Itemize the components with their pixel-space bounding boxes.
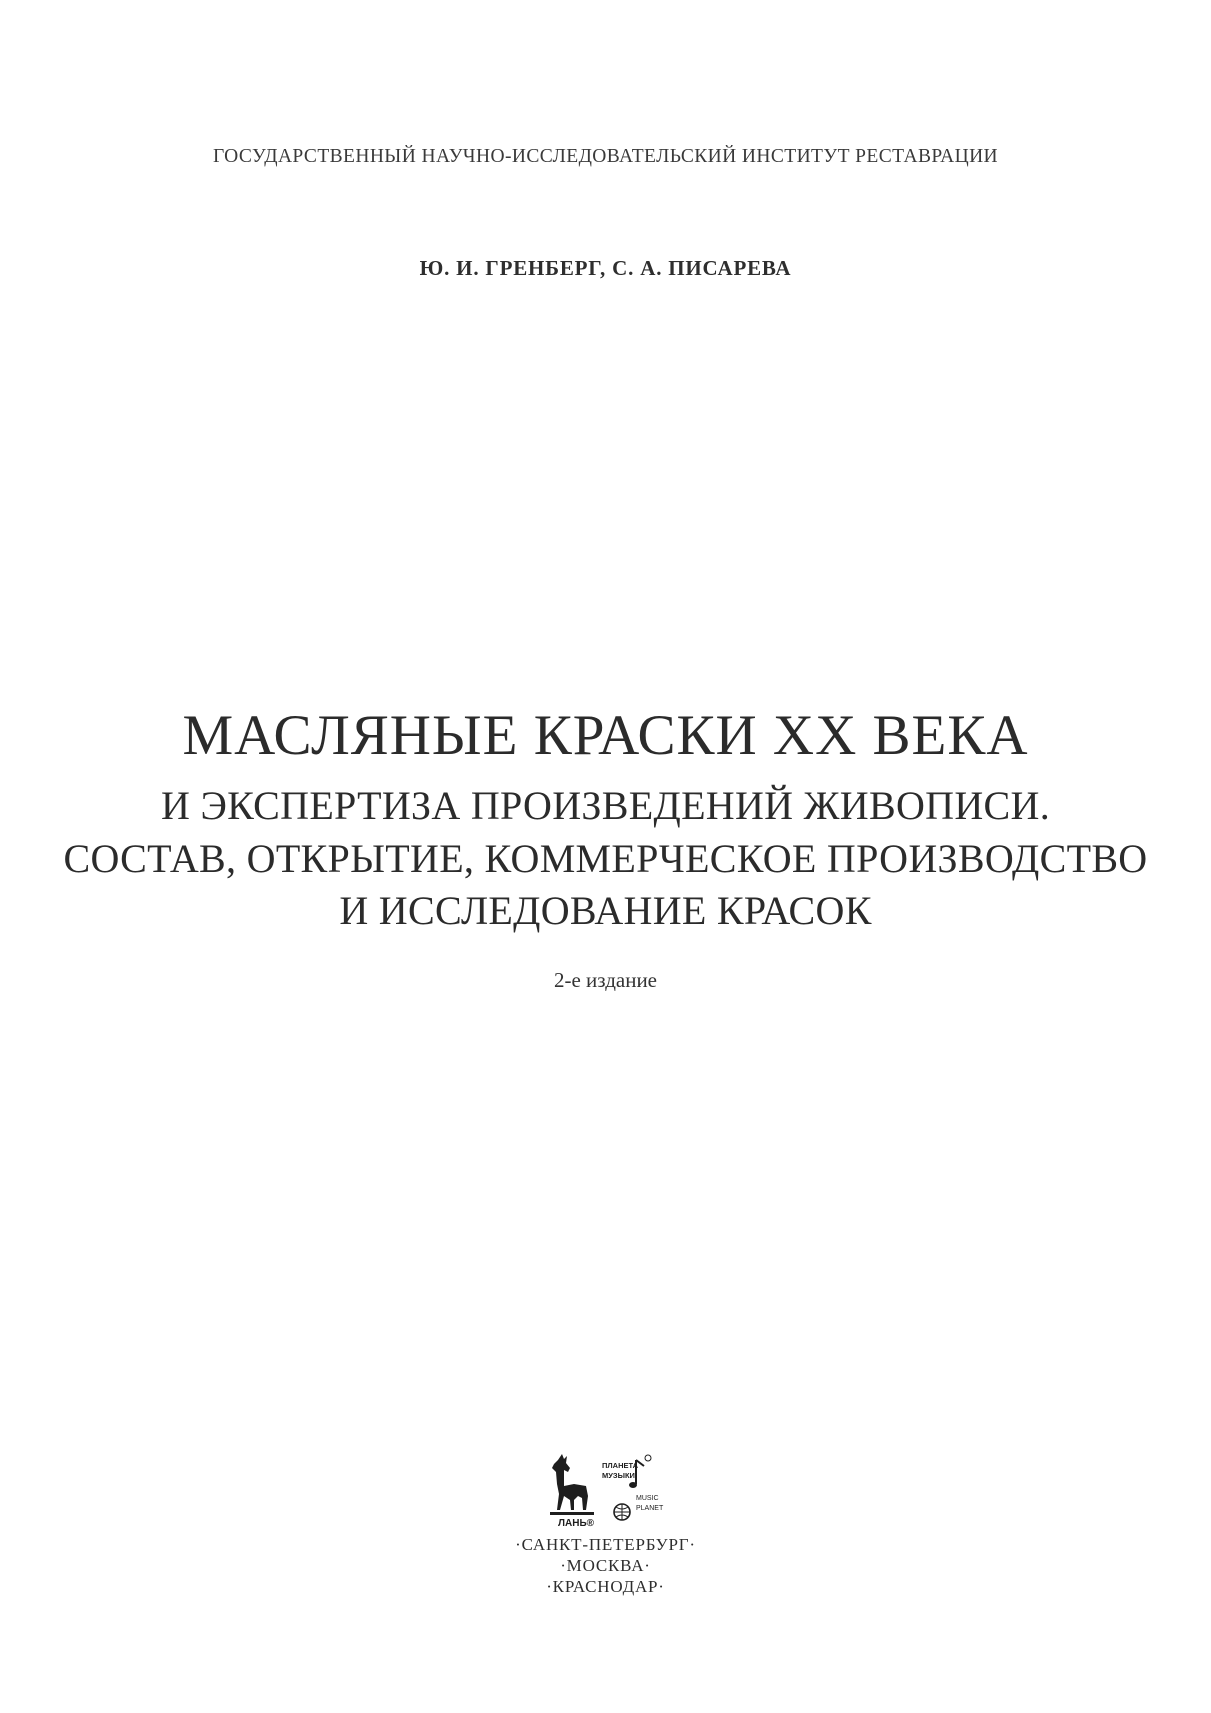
svg-text:МУЗЫКИ: МУЗЫКИ: [602, 1471, 635, 1480]
city-moscow: ·МОСКВА·: [560, 1556, 651, 1575]
authors: Ю. И. ГРЕНБЕРГ, С. А. ПИСАРЕВА: [419, 256, 792, 280]
publisher-logo: [540, 1450, 664, 1530]
city-saint-petersburg: ·САНКТ-ПЕТЕРБУРГ·: [515, 1535, 696, 1554]
logo-text-music: MUSIC: [636, 1495, 659, 1502]
institute-name: ГОСУДАРСТВЕННЫЙ НАУЧНО-ИССЛЕДОВАТЕЛЬСКИЙ ИНСТИТУТ РЕСТАВРАЦИИ: [212, 146, 999, 167]
book-subtitle-line-1: И ЭКСПЕРТИЗА ПРОИЗВЕДЕНИЙ ЖИВОПИСИ.: [160, 783, 1050, 828]
logo-text-lan: ЛАНЬ®: [558, 1518, 595, 1529]
edition-label: 2-е издание: [553, 968, 658, 992]
city-krasnodar: ·КРАСНОДАР·: [546, 1577, 665, 1596]
logo-text-planet: ПЛАНЕТА: [602, 1461, 639, 1470]
book-title: МАСЛЯНЫЕ КРАСКИ XX ВЕКА: [182, 704, 1029, 767]
book-subtitle-line-2: СОСТАВ, ОТКРЫТИЕ, КОММЕРЧЕСКОЕ ПРОИЗВОДСТВО: [63, 836, 1148, 881]
svg-text:PLANET: PLANET: [636, 1505, 664, 1512]
doe-logo-icon: [550, 1454, 594, 1515]
book-subtitle-line-3: И ИССЛЕДОВАНИЕ КРАСОК: [339, 888, 872, 933]
